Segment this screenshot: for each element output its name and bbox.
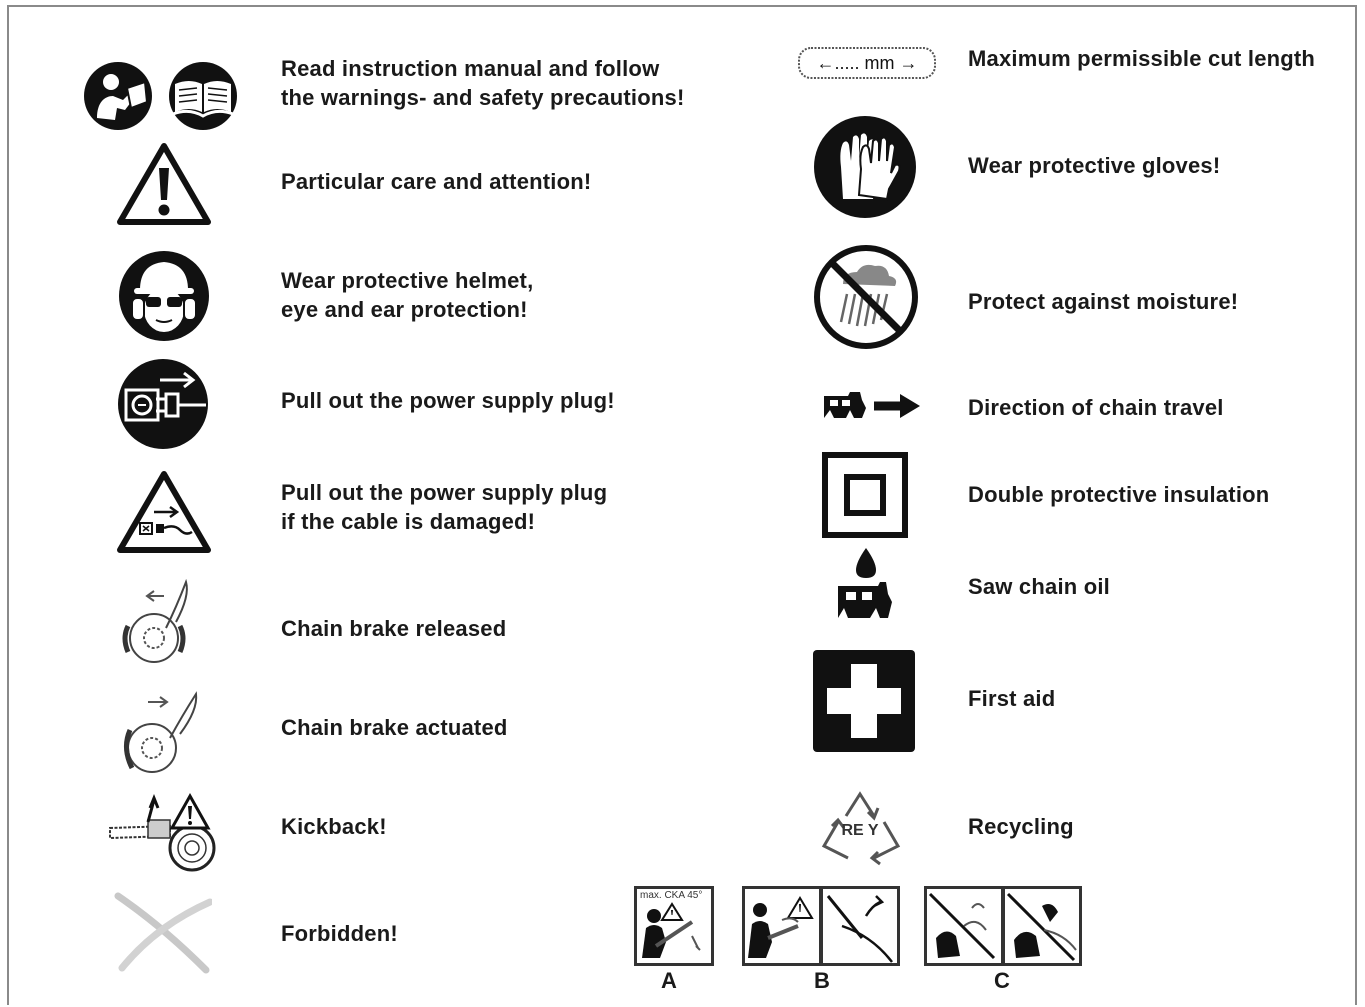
brake-actuated-text: Chain brake actuated xyxy=(281,715,508,740)
cut-length-icon xyxy=(796,44,938,82)
chain-oil-icon xyxy=(836,546,894,622)
forbidden-text: Forbidden! xyxy=(281,921,398,946)
helmet-eye-ear-protection-icon xyxy=(118,250,210,342)
kickback-icon xyxy=(108,792,220,874)
caption-a: A xyxy=(661,968,677,993)
insulation-text: Double protective insulation xyxy=(968,482,1270,507)
chain-direction-icon xyxy=(820,386,924,424)
chain-brake-actuated-icon xyxy=(120,690,200,774)
first-aid-text: First aid xyxy=(968,686,1056,711)
cut-length-label: ←..... mm → xyxy=(816,53,918,73)
recycling-text: Recycling xyxy=(968,814,1074,839)
caution-text: Particular care and attention! xyxy=(281,169,592,194)
caption-c: C xyxy=(994,968,1010,993)
read-manual-icon xyxy=(83,60,243,132)
damaged-cable-warning-icon xyxy=(116,470,212,554)
protective-gloves-icon xyxy=(813,115,917,219)
panel-c-pictogram xyxy=(924,886,1082,966)
panel-a-pictogram xyxy=(634,886,714,966)
kickback-text: Kickback! xyxy=(281,814,387,839)
panel-b-pictogram xyxy=(742,886,900,966)
direction-text: Direction of chain travel xyxy=(968,395,1224,420)
warning-triangle-icon xyxy=(116,142,212,226)
recycle-label: RE Y xyxy=(841,822,879,839)
cut-length-text: Maximum permissible cut length xyxy=(968,46,1316,71)
moisture-text: Protect against moisture! xyxy=(968,289,1239,314)
gloves-text: Wear protective gloves! xyxy=(968,153,1221,178)
double-insulation-icon xyxy=(822,452,908,538)
recycling-icon xyxy=(816,786,906,870)
oil-text: Saw chain oil xyxy=(968,574,1110,599)
read-manual-text: Read instruction manual and follow the warnings- and safety precautions! xyxy=(281,56,685,110)
forbidden-cross-icon xyxy=(112,890,212,976)
panel-a-label: max. CKA 45° xyxy=(640,890,703,901)
unplug-text: Pull out the power supply plug! xyxy=(281,388,615,413)
first-aid-cross-icon xyxy=(813,650,915,752)
unplug-icon xyxy=(116,358,210,450)
brake-released-text: Chain brake released xyxy=(281,616,507,641)
chain-brake-released-icon xyxy=(120,578,192,664)
ppe-text: Wear protective helmet, eye and ear protection! xyxy=(281,268,534,322)
unplug-damaged-text: Pull out the power supply plug if the cable is damaged! xyxy=(281,480,608,534)
caption-b: B xyxy=(814,968,830,993)
no-rain-icon xyxy=(813,244,919,350)
